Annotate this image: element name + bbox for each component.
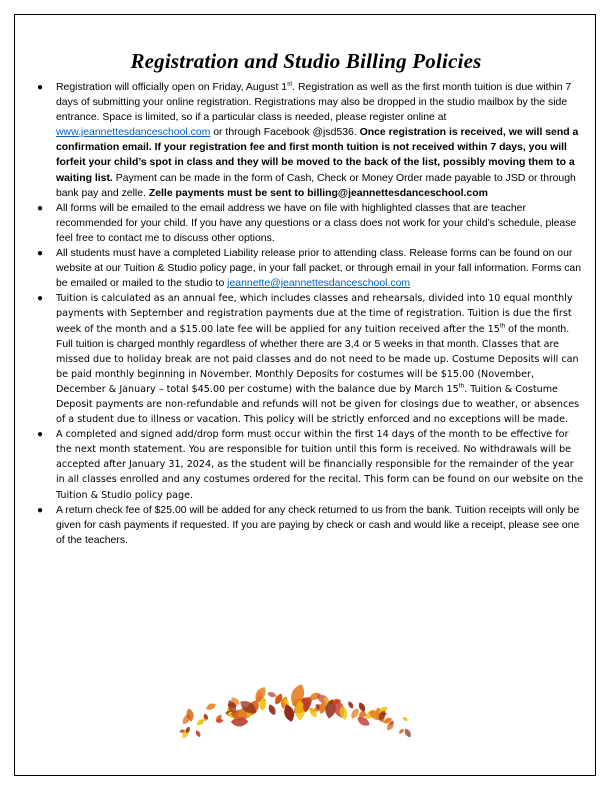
text: A return check fee of $25.00 will be added for any check returned to us from the bank. Tuition receipts will only be given for cash payments if requested. If you are paying by check or cash and would like a receipt, please see one of the teachers. [56,504,580,546]
website-link[interactable]: www.jeannettesdanceschool.com [56,127,211,139]
policy-forms [34,201,584,246]
bullet-icon: ● [37,82,44,93]
leaf-shape [205,702,217,712]
text: A completed and signed add/drop form must occur within the first 14 days of the month to be effective for the next month statement. You are responsible for tuition until this form is received. No withdrawals will be accepted after January 31, 2024, as the student will be financially responsible for the remainder of the year in all classes enrolled and any costumes ordered for the recital. This form can be found on our website on the Tuition & Studio policy page. [56,429,584,501]
bullet-icon: ● [37,248,44,260]
text: Registration will officially open on Friday, August 1 [56,82,288,93]
text: . Registration as well as the first month tuition is due within 7 days of submitting your online registration. Registrations may also be dropped in the studio mailbox by the side entrance. Space is limited, so if a particular class is needed, please register online at [56,82,572,124]
leaf-shape [403,727,413,738]
superscript: th [499,322,506,330]
email-link[interactable]: jeannette@jeannettesdanceschool.com [227,278,411,290]
policy-tuition [34,291,584,427]
leaf-shape [267,691,277,699]
superscript: th [458,382,465,390]
policy-liability [34,246,584,291]
autumn-leaves-image [175,682,415,752]
leaf-shape [398,728,405,735]
bold-text: Zelle payments must be sent to billing@jeannettesdanceschool.com [148,187,488,199]
text: Payment can be made in the form of Cash, Check or Money Order made payable to JSD or through bank pay and zelle. [56,172,576,199]
policy-add-drop [34,427,584,502]
policy-list [34,80,584,548]
text: All forms will be emailed to the email address we have on file with highlighted classes that are teacher recommended for your child. If you have any questions or a class does not work for your child’s schedule, please feel free to contact me to discuss other options. [56,202,577,244]
superscript: st [287,80,293,88]
text: of the month. Full tuition is charged monthly regardless of whether there are 3,4 or 5 weeks in that month. [56,323,570,350]
text: Tuition is calculated as an annual fee, which includes classes and rehearsals, divided into 10 equal monthly payments with September and registration payments due at the time of registration. Tuition is due the first week of the month and a $15.00 late fee will be applied for any tuition received after the 15 [56,293,573,335]
bullet-icon: ● [37,202,44,214]
text: or through Facebook @jsd536. [210,127,360,139]
leaf-shape [194,729,201,738]
bold-text: Once registration is received, we will send a confirmation email. If your registration fee and first month tuition is not received within 7 days, you will forfeit your child’s spot in class and they will be moved to the back of the list, possibly moving them to a waiting list. [56,127,579,184]
page-title: Registration and Studio Billing Policies [130,49,482,73]
policy-registration [34,80,584,201]
leaf-shape [402,716,409,722]
text: All students must have a completed Liability release prior to attending class. Release forms can be found on our website at our Tuition & Studio policy page, in your fall packet, or through email in your fall information. Forms can be emailed or mailed to the studio to [56,248,582,290]
bullet-icon: ● [37,429,44,441]
text: . Tuition & Costume Deposit payments are non-refundable and refunds will not be given for closings due to weather, or absences of a student due to illness or vacation. This policy will be strictly enforced and no exceptions will be made. [56,383,580,426]
bullet-icon: ● [37,504,44,516]
text: Classes that are missed due to holiday break are not paid classes and do not need to be made up. Costume Deposits will can be paid monthly beginning in November. Monthly Deposits for costumes will be $15.00 (November, December & January – total $45.00 per costume) with the balance due by March 15 [56,338,579,395]
leaf-shape [267,703,278,716]
bullet-icon: ● [37,293,44,305]
leaf-shape [347,700,355,709]
policy-return-check [34,503,584,548]
